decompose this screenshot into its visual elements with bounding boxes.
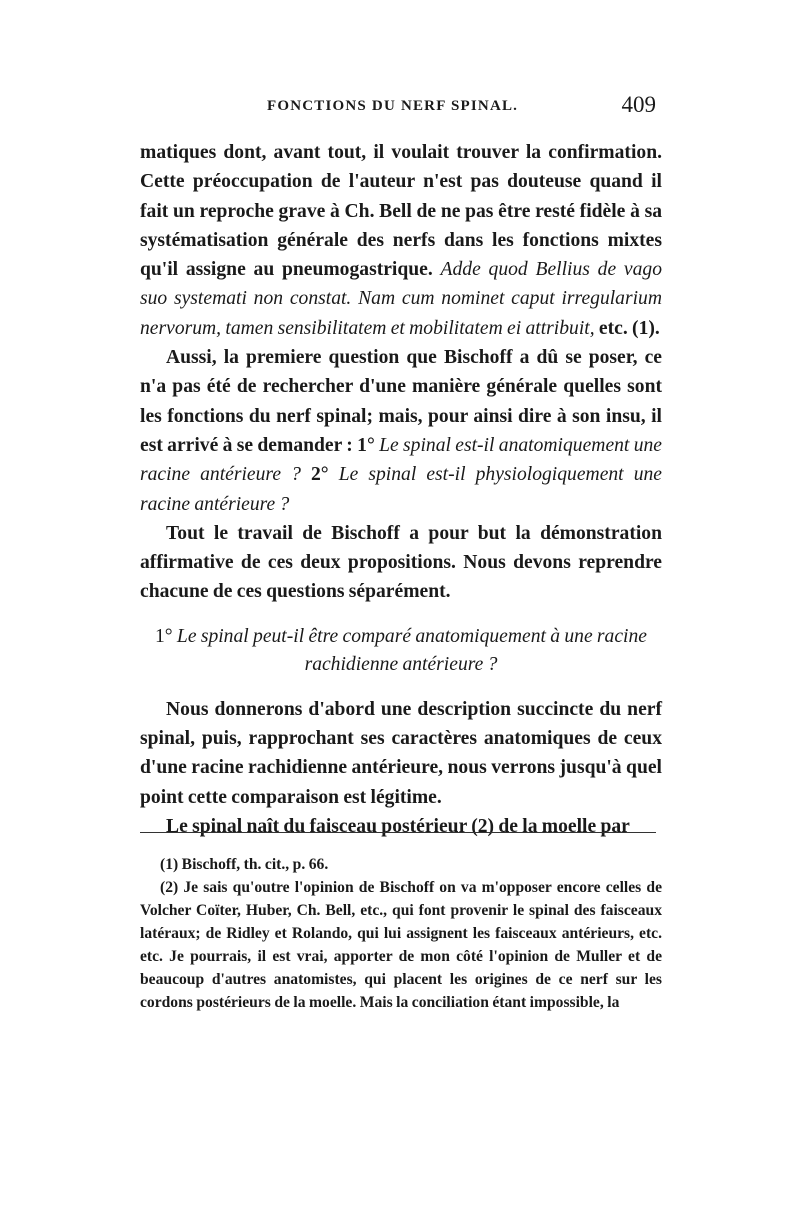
paragraph-1-text-a: matiques dont, avant tout, il voulait trouver la confirmation. Cette préoccupation de l'auteur n'est pas douteuse quand il fait un reproche grave à Ch. Bell de ne pas être resté fidèle à sa systématisation générale des nerfs dans les fonctions mixtes qu'il assigne au pneumogastrique. bbox=[140, 142, 662, 281]
paragraph-2-text-a: Aussi, la premiere question que Bischoff a dû se poser, ce n'a pas été de rechercher d'une manière générale quelles sont les fonctions du nerf spinal; mais, pour ainsi dire à son insu, il est arrivé à se demander : 1° bbox=[140, 347, 662, 456]
paragraph-1-text-b: etc. (1). bbox=[594, 317, 660, 339]
section-heading bbox=[140, 623, 662, 679]
footnote-rule bbox=[140, 832, 656, 833]
paragraph-2 bbox=[140, 343, 662, 519]
page-header bbox=[140, 92, 662, 122]
paragraph-5: Le spinal naît du faisceau postérieur (2) de la moelle par bbox=[166, 815, 630, 837]
section-heading-text: Le spinal peut-il être comparé anatomiquement à une racine rachidienne antérieure ? bbox=[176, 625, 647, 675]
paragraph-1 bbox=[140, 138, 662, 343]
paragraph-3: Tout le travail de Bischoff a pour but la démonstration affirmative de ces deux propositions. Nous devons reprendre chacune de ces questions séparément. bbox=[140, 522, 662, 603]
section-number: 1° bbox=[154, 625, 177, 647]
footnotes bbox=[140, 853, 662, 1014]
footnote-1: (1) Bischoff, th. cit., p. 66. bbox=[160, 856, 329, 873]
latin-quotation: Adde quod Bellius de vago suo systemati non constat. Nam cum nominet caput irregularium nervorum, tamen sensibilitatem et mobilitatem ei attribuit, bbox=[140, 259, 662, 339]
paragraph-4: Nous donnerons d'abord une description succincte du nerf spinal, puis, rapprochant ses caractères anatomiques de ceux d'une racine rachidienne antérieure, nous verrons jusqu'à quel point cette comparaison est légitime. bbox=[140, 698, 662, 808]
page-body bbox=[140, 138, 662, 841]
page-number: 409 bbox=[621, 92, 656, 117]
paragraph-2-text-b: 2° bbox=[300, 464, 339, 486]
running-title: FONCTIONS DU NERF SPINAL. bbox=[267, 98, 519, 114]
question-2: Le spinal est-il physiologiquement une racine antérieure ? bbox=[140, 464, 662, 515]
footnote-2: (2) Je sais qu'outre l'opinion de Bischoff on va m'opposer encore celles de Volcher Coïter, Huber, Ch. Bell, etc., qui font provenir le spinal des faisceaux latéraux; de Ridley et Rolando, qui lui assignent les faisceaux antérieurs, etc. etc. Je pourrais, il est vrai, apporter de mon côté l'opinion de Muller et de beaucoup d'autres anatomistes, qui placent les origines de ce nerf sur les cordons postérieurs de la moelle. Mais la conciliation étant impossible, la bbox=[140, 879, 662, 1011]
question-1: Le spinal est-il anatomiquement une racine antérieure ? bbox=[140, 434, 662, 486]
